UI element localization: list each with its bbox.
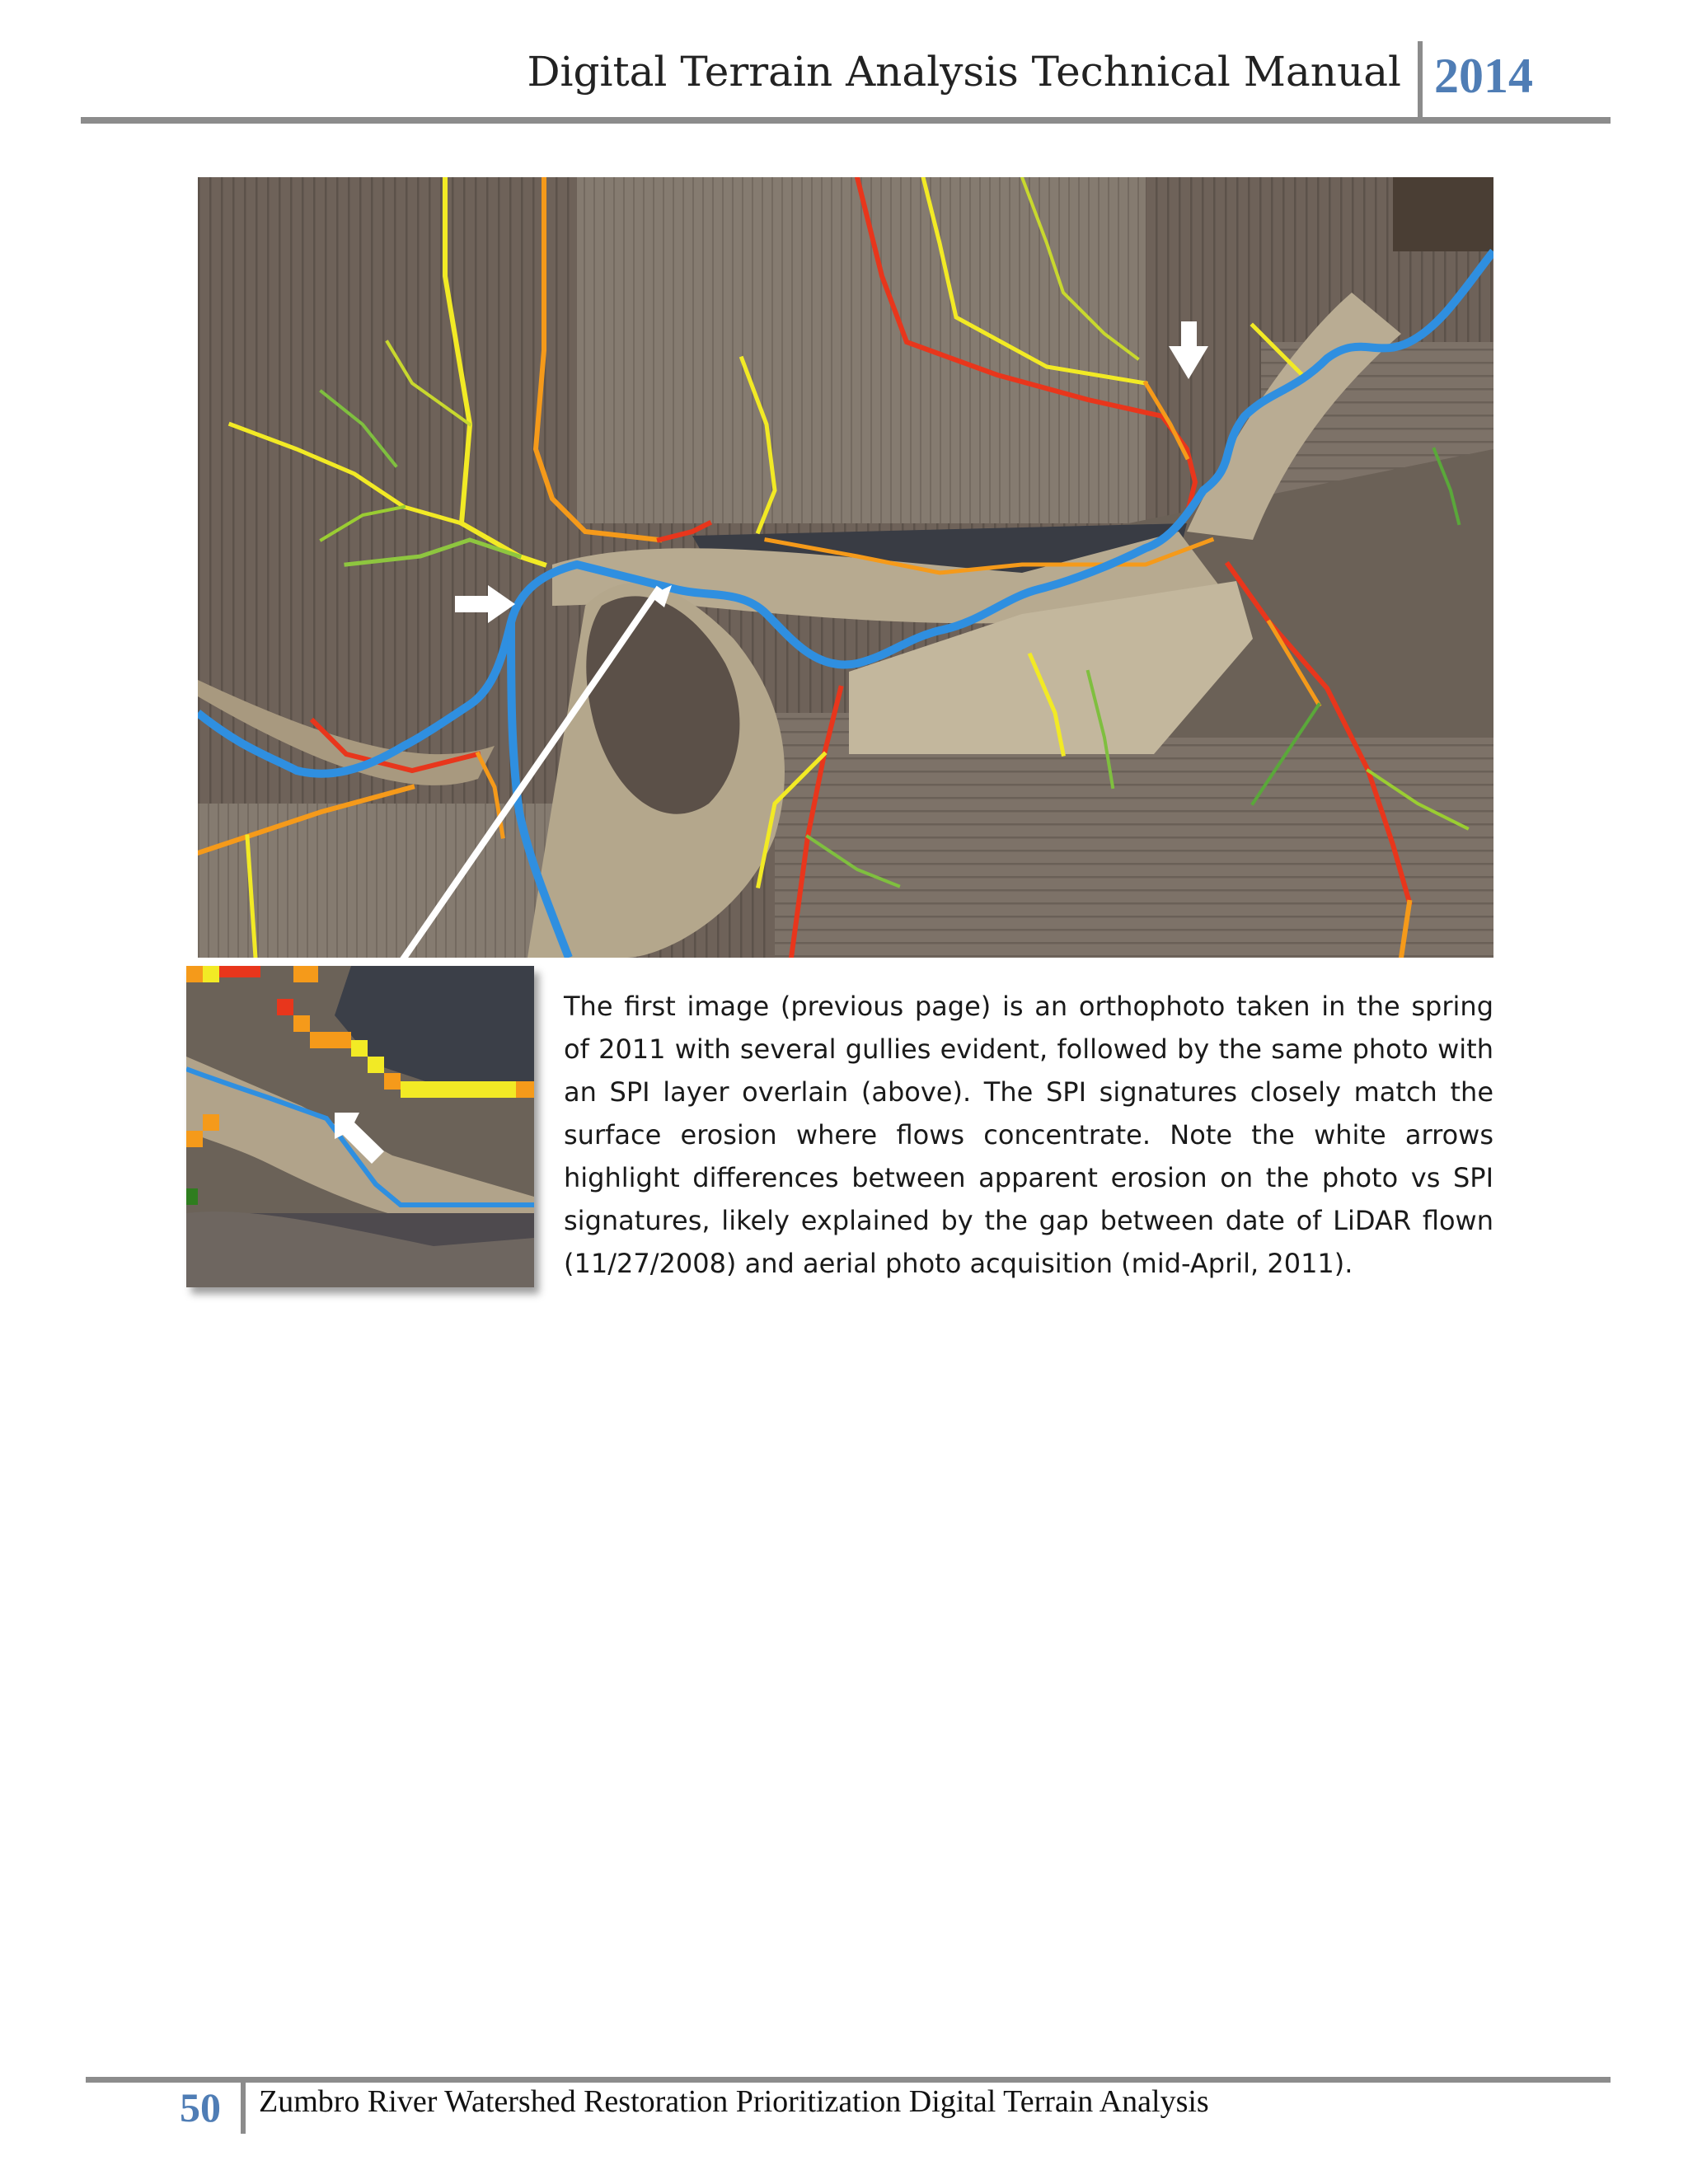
field-upper-center [577, 177, 1146, 523]
footer-rule [86, 2077, 1611, 2083]
footer-divider [241, 2083, 246, 2134]
orthophoto-spi-map [198, 177, 1493, 958]
inset-detail-photo [186, 966, 534, 1287]
header-divider [1418, 41, 1423, 120]
figure-caption: The first image (previous page) is an orthophoto taken in the spring of 2011 with several gullies evident, followed by the same photo with an SPI layer overlain (above). The SPI signatures closely match the surface erosion where flows concentrate. Note the white arrows highlight differences between apparent erosion on the photo vs SPI signatures, likely explained by the gap between date of LiDAR flown (11/27/2008) and aerial photo acquisition (mid-April, 2011). [564, 991, 1493, 1279]
header-year: 2014 [1434, 49, 1533, 103]
header-title: Digital Terrain Analysis Technical Manual [527, 48, 1401, 96]
page-number: 50 [180, 2084, 221, 2130]
trees-top-right [1393, 177, 1493, 251]
header-rule [81, 117, 1611, 124]
footer-document-title: Zumbro River Watershed Restoration Prioritization Digital Terrain Analysis [259, 2084, 1209, 2119]
